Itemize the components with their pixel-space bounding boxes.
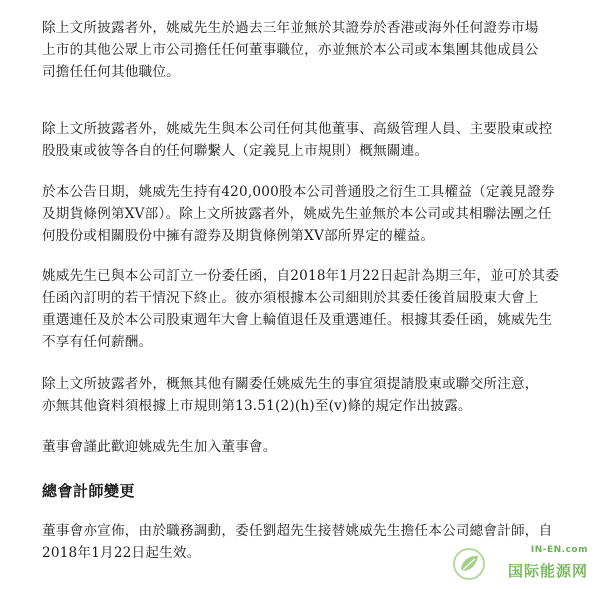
text-line: 於本公告日期，姚威先生持有420,000股本公司普通股之衍生工具權益（定義見證券 xyxy=(42,184,555,200)
watermark-domain: IN-EN.com xyxy=(530,545,588,555)
paragraph-6 xyxy=(42,436,590,458)
text-line: 姚威先生已與本公司訂立一份委任函，自2018年1月22日起計為期三年，並可於其委 xyxy=(42,268,560,284)
text-line: 重選連任及於本公司股東週年大會上輪值退任及重選連任。根據其委任函，姚威先生 xyxy=(42,312,553,328)
watermark-name: 国际能源网 xyxy=(507,562,588,580)
paragraph-4 xyxy=(42,265,590,353)
paragraph-1 xyxy=(42,17,590,83)
text-line: 不享有任何薪酬。 xyxy=(42,334,153,350)
text-line: 股股東或彼等各自的任何聯繫人（定義見上市規則）概無關連。 xyxy=(42,143,429,159)
text-line: 亦無其他資料須根據上市規則第13.51(2)(h)至(v)條的規定作出披露。 xyxy=(42,398,472,414)
paragraph-2 xyxy=(42,118,590,162)
paragraph-5 xyxy=(42,373,590,417)
text-line: 任函內訂明的若干情況下終止。彼亦須根據本公司細則於其委任後首屆股東大會上 xyxy=(42,290,539,306)
text-line: 司擔任任何其他職位。 xyxy=(42,64,180,80)
text-line: 除上文所披露者外，概無其他有關委任姚威先生的事宜須提請股東或聯交所注意， xyxy=(42,376,539,392)
text-line: 何股份或相關股份中擁有證券及期貨條例第XV部所界定的權益。 xyxy=(42,228,435,244)
leaf-logo-icon xyxy=(452,547,486,581)
section-heading: 總會計師變更 xyxy=(42,482,136,500)
text-line: 董事會謹此歡迎姚威先生加入董事會。 xyxy=(42,439,277,455)
text-line: 董事會亦宣佈，由於職務調動，委任劉超先生接替姚威先生擔任本公司總會計師，自 xyxy=(42,523,553,539)
text-line: 及期貨條例第XV部）。除上文所披露者外，姚威先生並無於本公司或其相聯法團之任 xyxy=(42,206,552,222)
text-line: 除上文所披露者外，姚威先生與本公司任何其他董事、高級管理人員、主要股東或控 xyxy=(42,121,553,137)
text-line: 2018年1月22日起生效。 xyxy=(42,545,201,561)
text-line: 除上文所披露者外，姚威先生於過去三年並無於其證券於香港或海外任何證券市場 xyxy=(42,20,539,36)
text-line: 上市的其他公眾上市公司擔任任何董事職位，亦並無於本公司或本集團其他成員公 xyxy=(42,42,539,58)
paragraph-3 xyxy=(42,181,590,247)
watermark xyxy=(452,543,592,583)
